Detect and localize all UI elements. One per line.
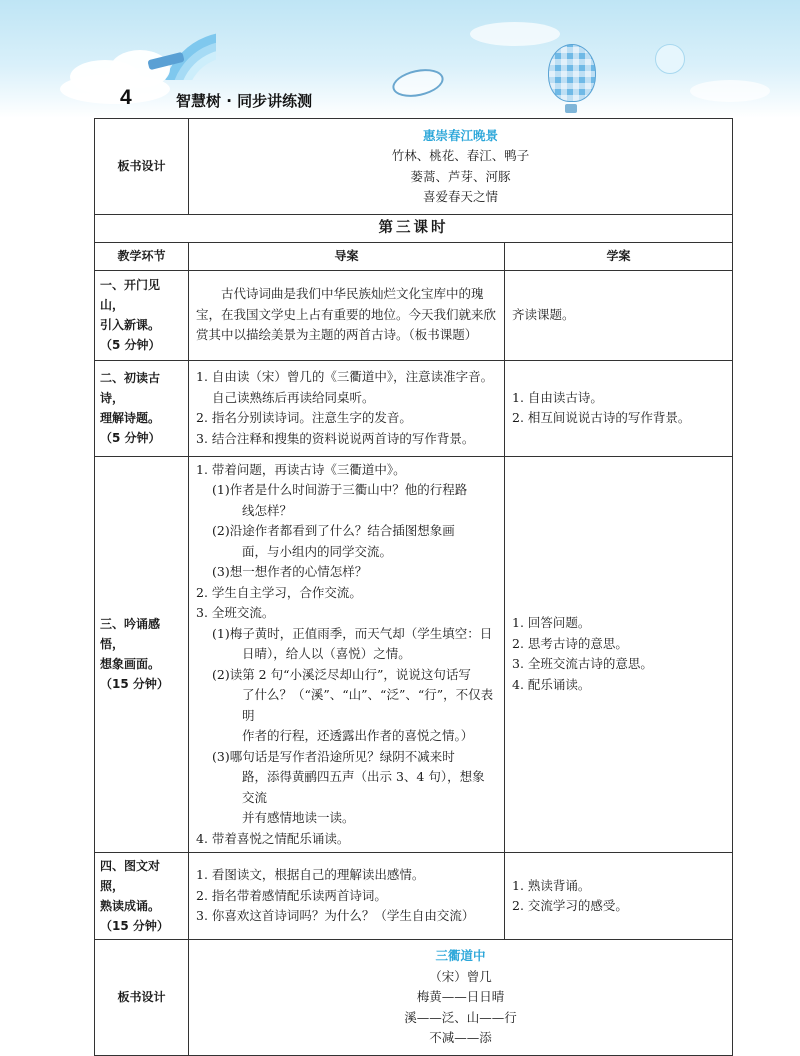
- study-cell: [505, 853, 733, 940]
- board-design-line: 不减——添: [429, 1030, 492, 1046]
- guide-cell: [189, 456, 505, 853]
- guide-line: 2. 学生自主学习，合作交流。: [196, 584, 362, 600]
- guide-line: 1. 自由读（宋）曾几的《三衢道中》，注意读准字音。: [196, 369, 494, 384]
- period-row: [95, 215, 733, 243]
- study-line: 2. 思考古诗的意思。: [512, 635, 628, 651]
- guide-line: 2. 指名分别读诗词。注意生字的发音。: [196, 410, 412, 425]
- study-line: 1. 熟读背诵。: [512, 877, 591, 893]
- study-cell: [505, 270, 733, 360]
- study-line: 2. 相互间说说古诗的写作背景。: [512, 410, 691, 425]
- cloud-decoration: [470, 22, 560, 46]
- study-line: 2. 交流学习的感受。: [512, 898, 628, 913]
- study-line: 1. 回答问题。: [512, 615, 591, 631]
- guide-cell: [189, 360, 505, 456]
- guide-paragraph: 古代诗词曲是我们中华民族灿烂文化宝库中的瑰宝，在我国文学史上占有重要的地位。今天我们就来欣赏其中以描绘美景为主题的两首古诗。（板书课题）: [196, 286, 497, 343]
- cloud-decoration: [690, 80, 770, 102]
- stage-line: 二、初读古诗，: [100, 371, 161, 405]
- board-design-label: 板书设计: [95, 119, 189, 215]
- sun-illustration: [655, 44, 685, 74]
- stage-cell: [95, 360, 189, 456]
- stage-cell: [95, 853, 189, 940]
- study-line: 3. 全班交流古诗的意思。: [512, 656, 653, 672]
- guide-line: 线怎样？: [242, 502, 293, 518]
- balloon-basket: [565, 104, 577, 113]
- guide-line: 1. 看图读文，根据自己的理解读出感情。: [196, 867, 425, 883]
- stage-line: 四、图文对照，: [100, 859, 161, 893]
- stage-line: 熟读成诵。: [100, 899, 161, 913]
- study-cell: [505, 360, 733, 456]
- board-design-row-2: [95, 940, 733, 1056]
- guide-line: 1. 带着问题，再读古诗《三衢道中》。: [196, 461, 406, 477]
- stage-line: 理解诗题。: [100, 411, 161, 425]
- guide-line: (3)想一想作者的心情怎样？: [212, 564, 368, 579]
- board-design-line: （宋）曾几: [429, 968, 492, 984]
- guide-line: 4. 带着喜悦之情配乐诵读。: [196, 830, 350, 846]
- study-cell: [505, 456, 733, 853]
- guide-line: (2)沿途作者都看到了什么？结合插图想象画: [212, 523, 455, 538]
- guide-line: (1)梅子黄时，正值雨季，而天气却（学生填空：日: [212, 625, 493, 641]
- board-design-row-1: [95, 119, 733, 215]
- board-design-label: 板书设计: [95, 940, 189, 1056]
- table-row: [95, 360, 733, 456]
- guide-line: 自己读熟练后再读给同桌听。: [212, 389, 375, 405]
- guide-cell: [189, 853, 505, 940]
- guide-line: 作者的行程，还透露出作者的喜悦之情。）: [242, 728, 474, 743]
- guide-line: (2)读第 2 句“小溪泛尽却山行”，说说这句话写: [212, 666, 471, 682]
- guide-line: (3)哪句话是写作者沿途所见？绿阴不减来时: [212, 748, 455, 764]
- guide-line: 日晴），给人以（喜悦）之情。: [242, 646, 411, 661]
- stage-line: 一、开门见山，: [100, 278, 161, 312]
- board-design-line: 喜爱春天之情: [423, 189, 499, 204]
- stage-cell: [95, 270, 189, 360]
- guide-line: 并有感情地读一读。: [242, 810, 355, 825]
- table-row: [95, 456, 733, 853]
- page-header-banner: [0, 0, 800, 118]
- stage-line: （15 分钟）: [100, 677, 169, 692]
- guide-line: 了什么？（“溪”、“山”、“泛”、“行”，不仅表明: [242, 687, 494, 723]
- board-design-line: 溪——泛、山——行: [404, 1009, 517, 1025]
- guide-line: 3. 全班交流。: [196, 605, 275, 620]
- board-design-title: 三衢道中: [435, 948, 486, 964]
- glider-illustration: [390, 65, 446, 101]
- table-row: [95, 270, 733, 360]
- board-design-line: 梅黄——日日晴: [416, 989, 505, 1005]
- board-design-content: [189, 940, 733, 1056]
- guide-line: (1)作者是什么时间游于三衢山中？他的行程路: [212, 482, 468, 497]
- guide-line: 2. 指名带着感情配乐读两首诗词。: [196, 887, 387, 903]
- stage-line: 三、吟诵感悟，: [100, 617, 161, 652]
- guide-cell: [189, 270, 505, 360]
- guide-line: 面，与小组内的同学交流。: [242, 543, 393, 559]
- stage-line: （5 分钟）: [100, 338, 161, 352]
- column-header-study: 学案: [505, 243, 733, 271]
- study-line: 齐读课题。: [512, 306, 575, 322]
- board-design-title: 惠崇春江晚景: [423, 127, 499, 143]
- cloud-decoration: [60, 74, 170, 104]
- board-design-line: 蒌蒿、芦芽、河豚: [410, 168, 511, 184]
- stage-cell: [95, 456, 189, 853]
- column-header-guide: 导案: [189, 243, 505, 271]
- series-title: 智慧树 · 同步讲练测: [176, 92, 313, 110]
- column-header-row: [95, 243, 733, 271]
- table-row: [95, 853, 733, 940]
- guide-line: 3. 你喜欢这首诗词吗？为什么？（学生自由交流）: [196, 908, 475, 924]
- hot-air-balloon-illustration: [548, 44, 596, 102]
- column-header-stage: 教学环节: [95, 243, 189, 271]
- stage-line: 想象画面。: [100, 657, 161, 672]
- guide-line: 路，添得黄鹂四五声（出示 3、4 句），想象交流: [242, 769, 485, 805]
- study-line: 4. 配乐诵读。: [512, 676, 591, 692]
- board-design-content: [189, 119, 733, 215]
- study-line: 1. 自由读古诗。: [512, 389, 603, 405]
- board-design-line: 竹林、桃花、春江、鸭子: [391, 148, 530, 163]
- period-title: 第三课时: [95, 215, 733, 243]
- stage-line: （5 分钟）: [100, 431, 161, 445]
- guide-line: 3. 结合注释和搜集的资料说说两首诗的写作背景。: [196, 430, 475, 446]
- stage-line: 引入新课。: [100, 318, 161, 332]
- page-number: 4: [120, 86, 132, 109]
- stage-line: （15 分钟）: [100, 919, 169, 933]
- lesson-plan-table: [94, 118, 733, 1056]
